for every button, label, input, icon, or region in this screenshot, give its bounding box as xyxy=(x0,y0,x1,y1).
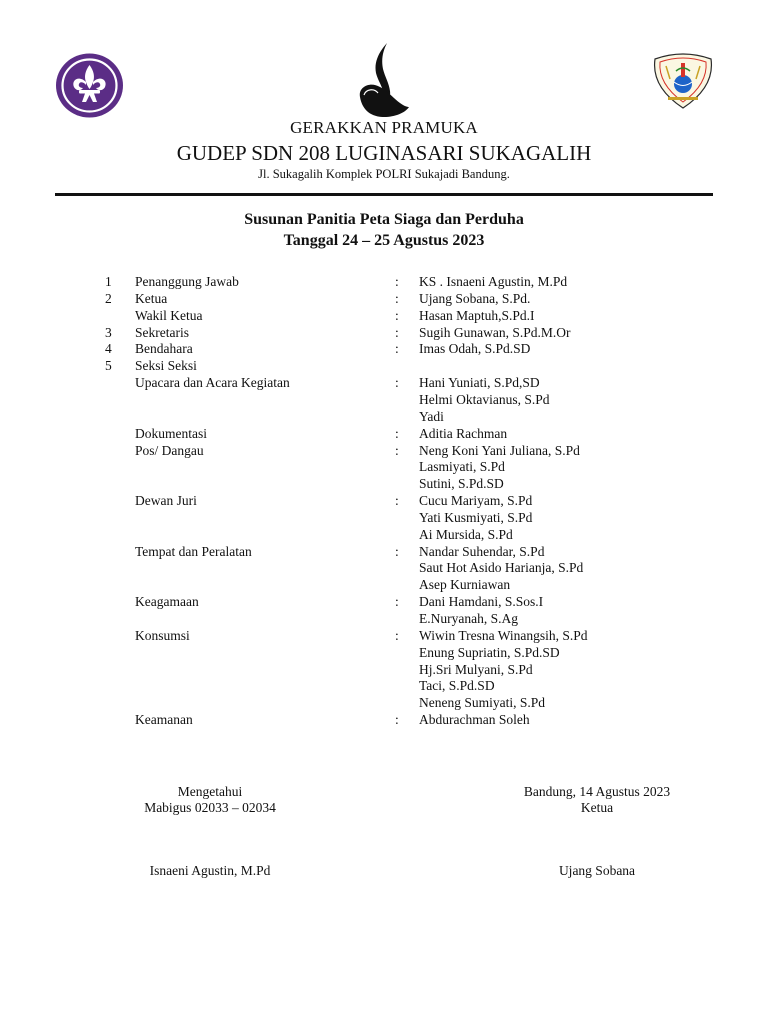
row-member-name: Sutini, S.Pd.SD xyxy=(419,476,504,492)
committee-row xyxy=(0,290,768,307)
row-role: Wakil Ketua xyxy=(135,307,203,323)
committee-row xyxy=(0,694,768,711)
left-signer-name: Isnaeni Agustin, M.Pd xyxy=(149,863,271,878)
row-role: Keagamaan xyxy=(135,594,199,610)
committee-row xyxy=(0,442,768,459)
committee-row xyxy=(0,492,768,509)
committee-row xyxy=(0,559,768,576)
committee-row xyxy=(0,509,768,526)
right-signer-name: Ujang Sobana xyxy=(558,863,636,878)
row-member-name: Hani Yuniati, S.Pd,SD xyxy=(419,375,540,391)
row-member-name: Neng Koni Yani Juliana, S.Pd xyxy=(419,442,580,458)
row-colon: : xyxy=(395,442,399,458)
row-member-name: Enung Supriatin, S.Pd.SD xyxy=(419,644,560,660)
committee-row xyxy=(0,711,768,728)
row-colon: : xyxy=(395,594,399,610)
committee-row xyxy=(0,627,768,644)
committee-row xyxy=(0,677,768,694)
row-colon: : xyxy=(395,627,399,643)
right-signature-position: Ketua xyxy=(580,800,614,815)
document-date: Tanggal 24 – 25 Agustus 2023 xyxy=(283,232,485,249)
row-member-name: Ujang Sobana, S.Pd. xyxy=(419,290,531,306)
unit-name: GUDEP SDN 208 LUGINASARI SUKAGALIH xyxy=(176,141,592,165)
committee-row xyxy=(0,593,768,610)
row-member-name: Cucu Mariyam, S.Pd xyxy=(419,493,533,509)
row-member-name: Abdurachman Soleh xyxy=(419,712,530,728)
committee-row xyxy=(0,374,768,391)
row-colon: : xyxy=(395,274,399,289)
tunas-kelapa-emblem-icon xyxy=(350,41,410,122)
committee-row xyxy=(0,576,768,593)
organization-name: GERAKKAN PRAMUKA xyxy=(290,118,478,137)
row-member-name: Nandar Suhendar, S.Pd xyxy=(419,543,545,559)
row-member-name: Wiwin Tresna Winangsih, S.Pd xyxy=(419,627,588,643)
row-role: Sekretaris xyxy=(135,324,189,340)
row-member-name: Hj.Sri Mulyani, S.Pd xyxy=(419,661,533,677)
row-colon: : xyxy=(395,425,399,441)
left-signature-label: Mengetahui xyxy=(177,784,243,799)
row-member-name: Saut Hot Asido Harianja, S.Pd xyxy=(419,560,584,576)
committee-row xyxy=(0,458,768,475)
row-member-name: Aditia Rachman xyxy=(419,425,508,441)
committee-row xyxy=(0,543,768,560)
committee-row xyxy=(0,610,768,627)
row-member-name: Ai Mursida, S.Pd xyxy=(419,526,513,542)
right-signature-place-date: Bandung, 14 Agustus 2023 xyxy=(523,784,671,799)
row-member-name: Yati Kusmiyati, S.Pd xyxy=(419,509,533,525)
row-member-name: Lasmiyati, S.Pd xyxy=(419,459,505,475)
committee-row xyxy=(0,425,768,442)
row-colon: : xyxy=(395,290,399,306)
committee-row xyxy=(0,273,768,290)
row-member-name: Asep Kurniawan xyxy=(419,577,511,593)
row-colon: : xyxy=(395,712,399,728)
row-number: 1 xyxy=(105,274,112,289)
committee-row xyxy=(0,644,768,661)
left-signature-position: Mabigus 02033 – 02034 xyxy=(144,800,276,815)
row-member-name: Taci, S.Pd.SD xyxy=(419,678,495,694)
row-role: Bendahara xyxy=(135,341,193,357)
committee-row xyxy=(0,391,768,408)
row-number: 2 xyxy=(105,290,112,306)
committee-row xyxy=(0,324,768,341)
row-member-name: Hasan Maptuh,S.Pd.I xyxy=(419,307,535,323)
row-member-name: Helmi Oktavianus, S.Pd xyxy=(419,391,550,407)
row-member-name: Imas Odah, S.Pd.SD xyxy=(419,341,531,357)
row-member-name: KS . Isnaeni Agustin, M.Pd xyxy=(419,274,568,289)
row-member-name: E.Nuryanah, S.Ag xyxy=(419,611,518,626)
row-role: Dokumentasi xyxy=(135,425,207,441)
document-title: Susunan Panitia Peta Siaga dan Perduha xyxy=(244,211,524,228)
school-crest-icon xyxy=(652,51,714,109)
committee-row xyxy=(0,475,768,492)
row-member-name: Dani Hamdani, S.Sos.I xyxy=(419,594,544,610)
row-role: Keamanan xyxy=(135,712,193,728)
row-number: 4 xyxy=(105,341,112,357)
row-member-name: Yadi xyxy=(419,408,444,424)
row-colon: : xyxy=(395,324,399,340)
address: Jl. Sukagalih Komplek POLRI Sukajadi Bandung. xyxy=(258,167,510,181)
committee-row xyxy=(0,526,768,543)
row-role: Tempat dan Peralatan xyxy=(135,543,252,559)
committee-row xyxy=(0,408,768,425)
row-role: Pos/ Dangau xyxy=(135,442,204,458)
committee-row xyxy=(0,357,768,374)
row-colon: : xyxy=(395,543,399,559)
row-colon: : xyxy=(395,493,399,509)
committee-row xyxy=(0,661,768,678)
row-role: Dewan Juri xyxy=(135,493,197,509)
row-colon: : xyxy=(395,341,399,357)
header-divider xyxy=(55,193,713,196)
row-colon: : xyxy=(395,375,399,391)
row-role: Upacara dan Acara Kegiatan xyxy=(135,375,290,391)
row-role: Konsumsi xyxy=(135,627,190,643)
row-role: Seksi Seksi xyxy=(135,358,197,374)
row-role: Ketua xyxy=(135,290,168,306)
committee-row xyxy=(0,307,768,324)
row-member-name: Sugih Gunawan, S.Pd.M.Or xyxy=(419,324,571,340)
row-number: 3 xyxy=(105,324,112,340)
row-number: 5 xyxy=(105,358,112,374)
row-member-name: Neneng Sumiyati, S.Pd xyxy=(419,695,546,711)
row-role: Penanggung Jawab xyxy=(135,274,239,289)
committee-row xyxy=(0,340,768,357)
scout-emblem-icon xyxy=(55,53,124,118)
row-colon: : xyxy=(395,307,399,323)
